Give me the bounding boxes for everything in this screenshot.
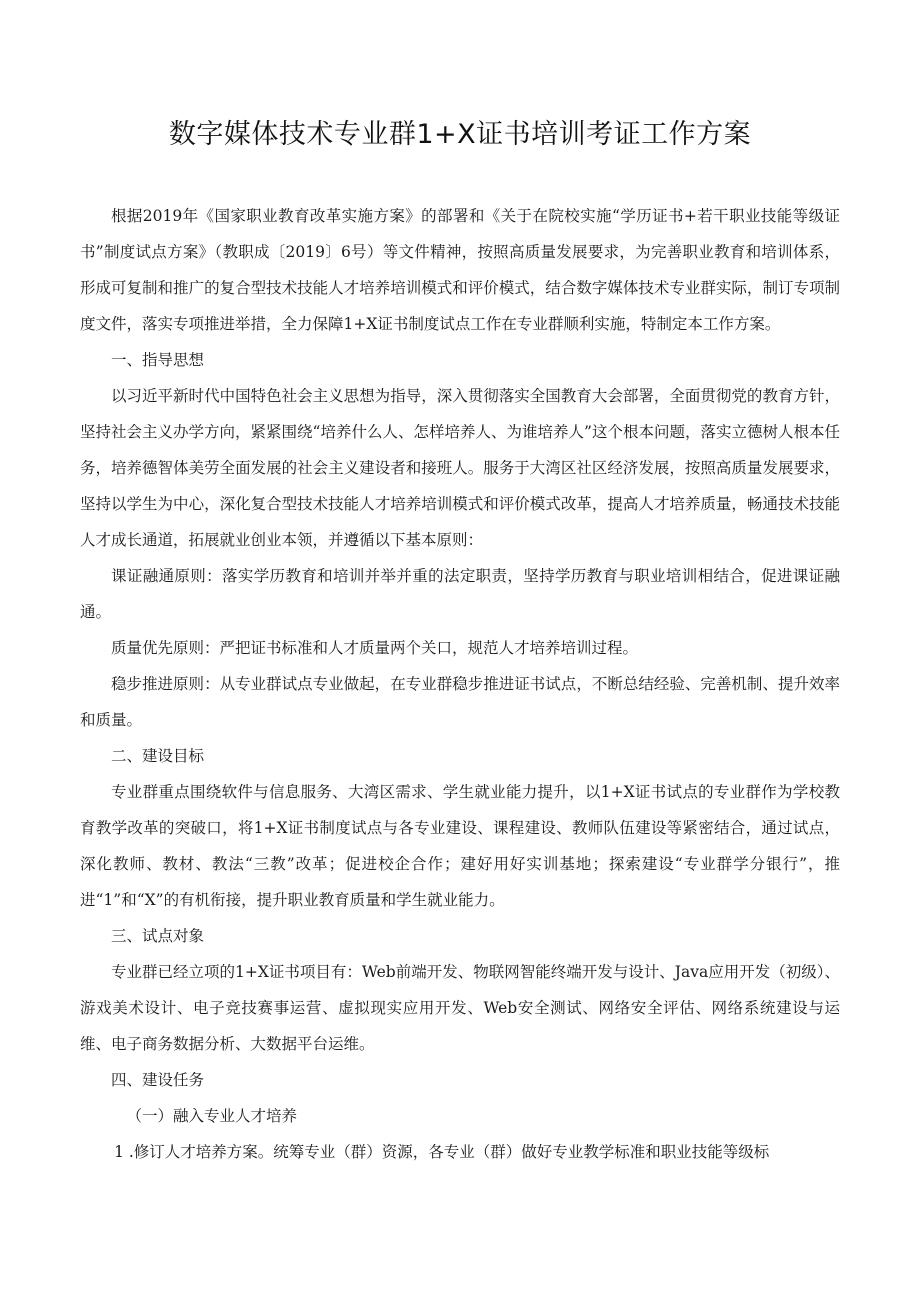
goals-paragraph: 专业群重点围绕软件与信息服务、大湾区需求、学生就业能力提升，以1+X证书试点的专业群作为学校教育教学改革的突破口，将1+X证书制度试点与各专业建设、课程建设、教师队伍建设等紧密结合，通过试点，深化教师、教材、教法“三教”改革；促进校企合作；建好用好实训基地；探索建设“专业群学分银行”，推进“1”和“X”的有机衔接，提升职业教育质量和学生就业能力。	[80, 783, 840, 909]
intro-paragraph: 根据2019年《国家职业教育改革实施方案》的部署和《关于在院校实施“学历证书+若干职业技能等级证书”制度试点方案》（教职成〔2019〕6号）等文件精神，按照高质量发展要求，为完善职业教育和培训体系，形成可复制和推广的复合型技术技能人才培养培训模式和评价模式，结合数字媒体技术专业群实际，制订专项制度文件，落实专项推进举措，全力保障1+X证书制度试点工作在专业群顺利实施，特制定本工作方案。	[80, 207, 840, 333]
principle-course-certificate: 课证融通原则：落实学历教育和培训并举并重的法定职责，坚持学历教育与职业培训相结合，促进课证融通。	[80, 567, 840, 621]
section-heading-tasks: 四、建设任务	[111, 1071, 205, 1089]
section-heading-goals: 二、建设目标	[111, 747, 205, 765]
task-item-1: 1 .修订人才培养方案。统筹专业（群）资源，各专业（群）做好专业教学标准和职业技能等级标	[114, 1143, 770, 1161]
subsection-heading-talent-cultivation: （一）融入专业人才培养	[126, 1107, 298, 1125]
guiding-ideology-paragraph: 以习近平新时代中国特色社会主义思想为指导，深入贯彻落实全国教育大会部署，全面贯彻党的教育方针，坚持社会主义办学方向，紧紧围绕“培养什么人、怎样培养人、为谁培养人”这个根本问题，落实立德树人根本任务，培养德智体美劳全面发展的社会主义建设者和接班人。服务于大湾区社区经济发展，按照高质量发展要求，坚持以学生为中心，深化复合型技术技能人才培养培训模式和评价模式改革，提高人才培养质量，畅通技术技能人才成长通道，拓展就业创业本领，并遵循以下基本原则：	[80, 387, 840, 549]
principle-quality-first: 质量优先原则：严把证书标准和人才质量两个关口，规范人才培养培训过程。	[111, 639, 639, 657]
document-title: 数字媒体技术专业群1+X证书培训考证工作方案	[168, 119, 752, 150]
section-heading-pilot-targets: 三、试点对象	[111, 927, 205, 945]
pilot-targets-paragraph: 专业群已经立项的1+X证书项目有：Web前端开发、物联网智能终端开发与设计、Java应用开发（初级）、游戏美术设计、电子竞技赛事运营、虚拟现实应用开发、Web安全测试、网络安全评估、网络系统建设与运维、电子商务数据分析、大数据平台运维。	[80, 963, 840, 1053]
principle-steady-progress: 稳步推进原则：从专业群试点专业做起，在专业群稳步推进证书试点，不断总结经验、完善机制、提升效率和质量。	[80, 675, 840, 729]
section-heading-guiding-ideology: 一、指导思想	[111, 351, 205, 369]
document-body	[80, 198, 840, 1170]
